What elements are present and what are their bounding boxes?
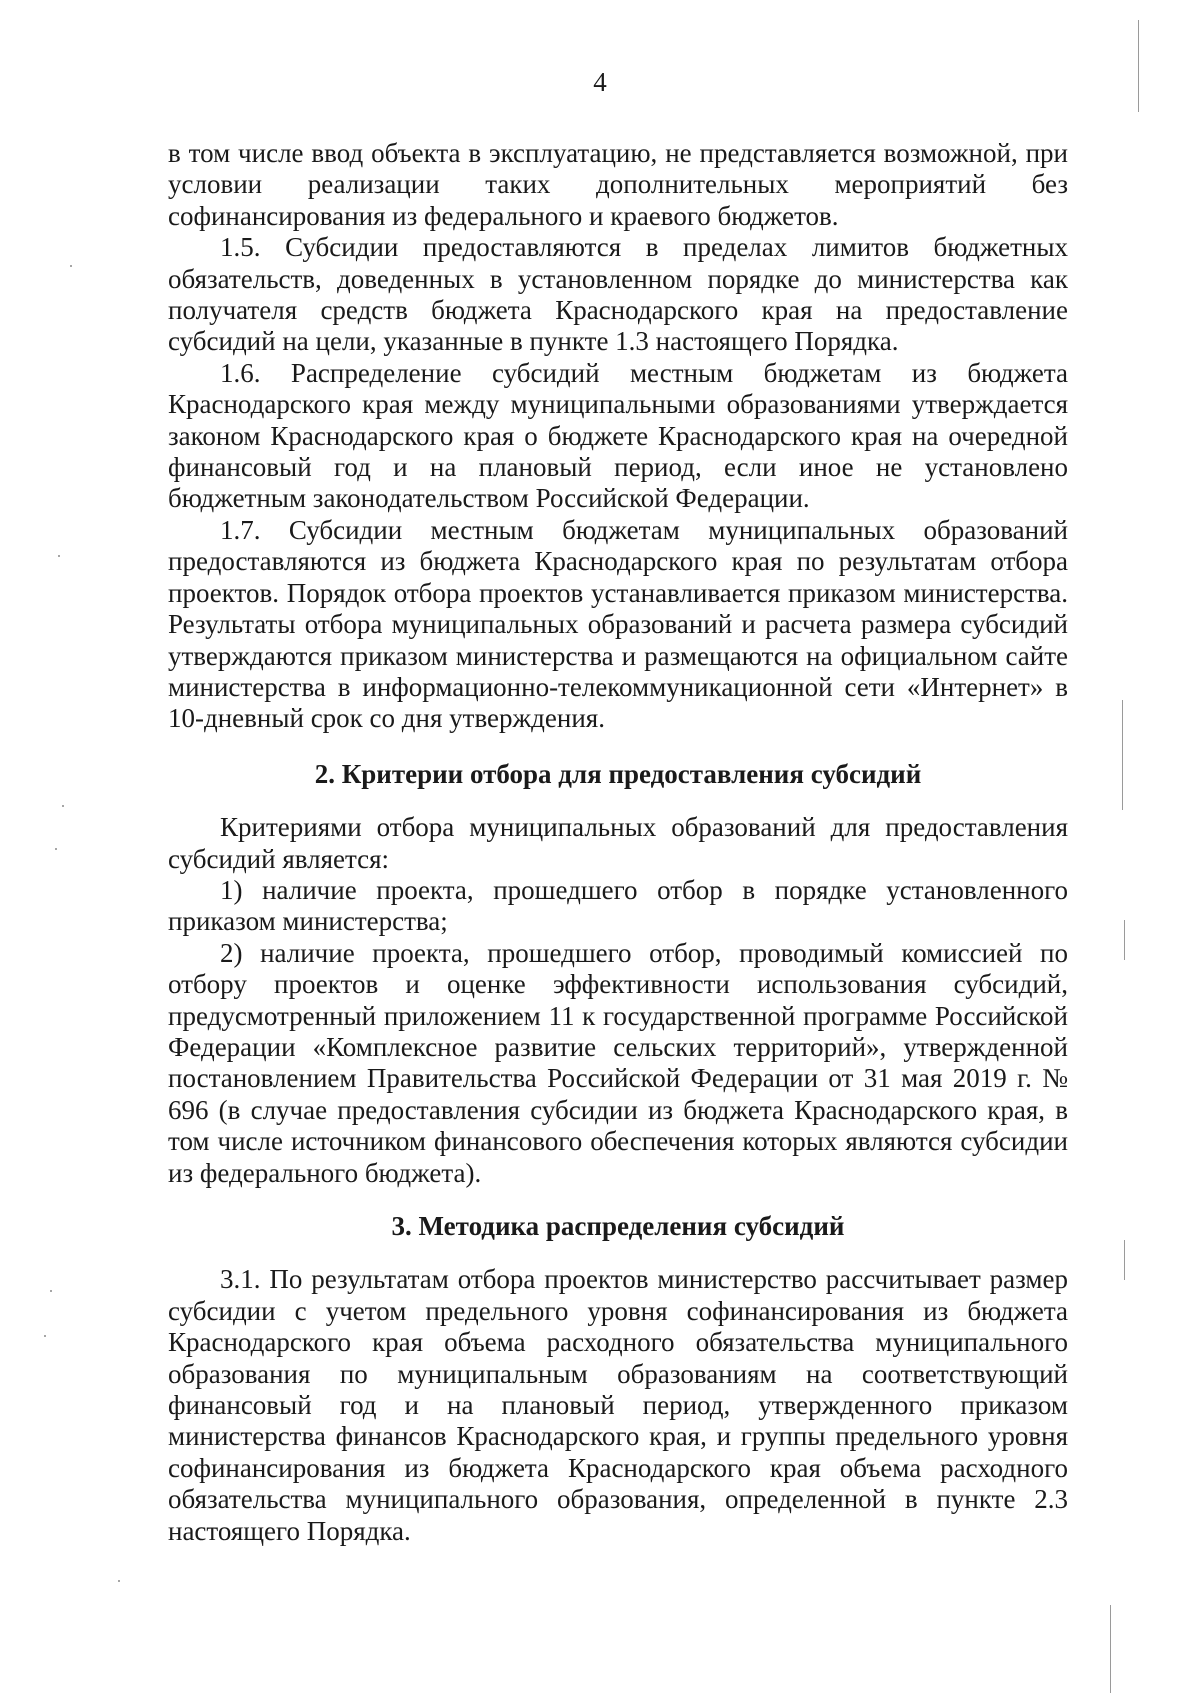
- paragraph-1-6: 1.6. Распределение субсидий местным бюджетам из бюджета Краснодарского края между муниципальными образованиями утверждается законом Краснодарского края о бюджете Краснодарского края на очередной финансовый год и на плановый период, если иное не установлено бюджетным законодательством Российской Федерации.: [168, 357, 1068, 514]
- section-3-heading: 3. Методика распределения субсидий: [391, 1211, 845, 1241]
- document-body: [168, 138, 1068, 1547]
- scan-edge-line-mid2: [1124, 920, 1125, 960]
- paragraph-3-1: 3.1. По результатам отбора проектов министерство рассчитывает размер субсидии с учетом предельного уровня софинансирования из бюджета Краснодарского края объема расходного обязательства муниципального образования по муниципальным образованиям на соответствующий финансовый год и на плановый период, утвержденного приказом министерства финансов Краснодарского края, и группы предельного уровня софинансирования из бюджета Краснодарского края объема расходного обязательства муниципального образования, определенной в пункте 2.3 настоящего Порядка.: [168, 1264, 1068, 1546]
- scan-edge-line-mid: [1122, 700, 1123, 810]
- scan-speck: [118, 1580, 120, 1582]
- scan-speck: [58, 555, 60, 557]
- scan-speck: [55, 848, 57, 850]
- scan-speck: [62, 805, 64, 807]
- scan-speck: [44, 1335, 46, 1337]
- paragraph-1-5: 1.5. Субсидии предоставляются в пределах лимитов бюджетных обязательств, доведенных в установленном порядке до министерства как получателя средств бюджета Краснодарского края на предоставление субсидий на цели, указанные в пункте 1.3 настоящего Порядка.: [168, 232, 1068, 357]
- section-2-heading: 2. Критерии отбора для предоставления субсидий: [314, 758, 922, 789]
- scan-edge-line-lower: [1124, 1240, 1125, 1280]
- scan-speck: [50, 1290, 52, 1292]
- scan-edge-line-top: [1138, 20, 1139, 112]
- paragraph-continuation: в том числе ввод объекта в эксплуатацию, не представляется возможной, при условии реализации таких дополнительных мероприятий без софинансирования из федерального и краевого бюджетов.: [168, 138, 1068, 231]
- section-2-item-1: 1) наличие проекта, прошедшего отбор в порядке установленного приказом министерства;: [168, 874, 1068, 937]
- scan-edge-line-bottom: [1110, 1605, 1111, 1693]
- page-number: 4: [593, 67, 607, 97]
- section-2-intro: Критериями отбора муниципальных образований для предоставления субсидий является:: [168, 812, 1068, 874]
- scan-speck: [70, 265, 72, 267]
- section-2-item-2: 2) наличие проекта, прошедшего отбор, проводимый комиссией по отбору проектов и оценке эффективности использования субсидий, предусмотренный приложением 11 к государственной программе Российской Федерации «Комплексное развитие сельских территорий», утвержденной постановлением Правительства Российской Федерации от 31 мая 2019 г. № 696 (в случае предоставления субсидии из бюджета Краснодарского края, в том числе источником финансового обеспечения которых являются субсидии из федерального бюджета).: [168, 937, 1068, 1188]
- paragraph-1-7: 1.7. Субсидии местным бюджетам муниципальных образований предоставляются из бюджета Краснодарского края по результатам отбора проектов. Порядок отбора проектов устанавливается приказом министерства. Результаты отбора муниципальных образований и расчета размера субсидий утверждаются приказом министерства и размещаются на официальном сайте министерства в информационно-телекоммуникационной сети «Интернет» в 10-дневный срок со дня утверждения.: [168, 514, 1068, 734]
